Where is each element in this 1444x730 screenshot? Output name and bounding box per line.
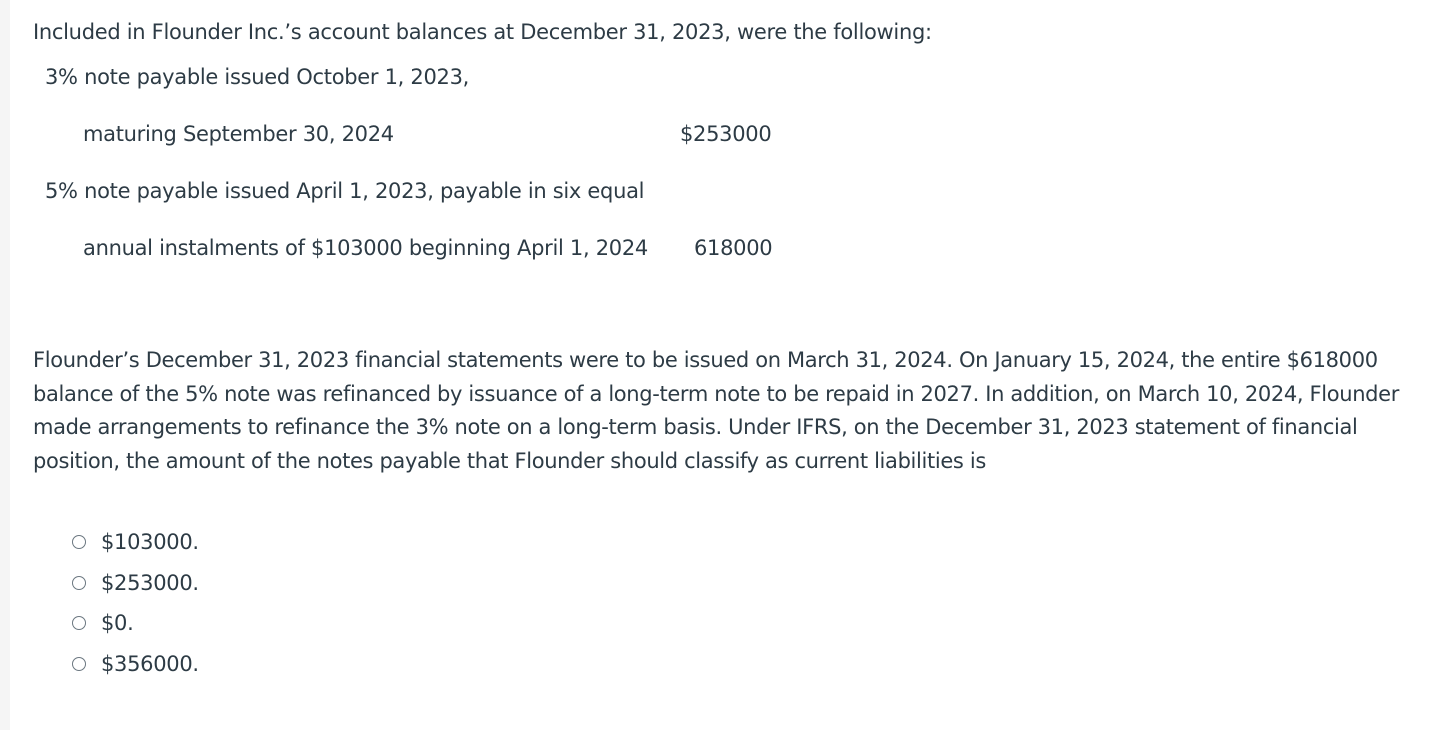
radio-button-icon[interactable]: [72, 576, 86, 590]
radio-button-icon[interactable]: [72, 657, 86, 671]
radio-button-icon[interactable]: [72, 535, 86, 549]
question-line: position, the amount of the notes payable that Flounder should classify as current liabilities is: [33, 448, 986, 473]
note-2-description-line-1: 5% note payable issued April 1, 2023, payable in six equal: [45, 179, 645, 203]
answer-option-label[interactable]: $103000.: [101, 530, 199, 555]
answer-options: [72, 522, 199, 684]
answer-option-2[interactable]: [72, 563, 199, 604]
radio-button-icon[interactable]: [72, 616, 86, 630]
note-2-amount: 618000: [694, 236, 773, 260]
answer-option-4[interactable]: [72, 644, 199, 685]
answer-option-1[interactable]: [72, 522, 199, 563]
note-2-description-line-2: annual instalments of $103000 beginning April 1, 2024: [83, 236, 648, 260]
left-margin-rule: [0, 0, 10, 730]
note-1-description-line-2: maturing September 30, 2024: [83, 122, 394, 146]
answer-option-label[interactable]: $0.: [101, 611, 134, 636]
question-line: Flounder’s December 31, 2023 financial statements were to be issued on March 31, 2024. On January 15, 2024, the entire $618000: [33, 348, 1378, 372]
question-line: balance of the 5% note was refinanced by issuance of a long-term note to be repaid in 2027. In addition, on March 10, 2024, Flounder: [33, 381, 1399, 406]
question-text: [33, 344, 1423, 478]
question-line: made arrangements to refinance the 3% note on a long-term basis. Under IFRS, on the December 31, 2023 statement of financial: [33, 415, 1358, 439]
answer-option-3[interactable]: [72, 603, 199, 644]
answer-option-label[interactable]: $356000.: [101, 651, 199, 676]
intro-text: Included in Flounder Inc.’s account balances at December 31, 2023, were the following:: [33, 20, 932, 44]
answer-option-label[interactable]: $253000.: [101, 570, 199, 595]
note-1-description-line-1: 3% note payable issued October 1, 2023,: [45, 65, 470, 89]
note-1-amount: $253000: [680, 122, 772, 146]
